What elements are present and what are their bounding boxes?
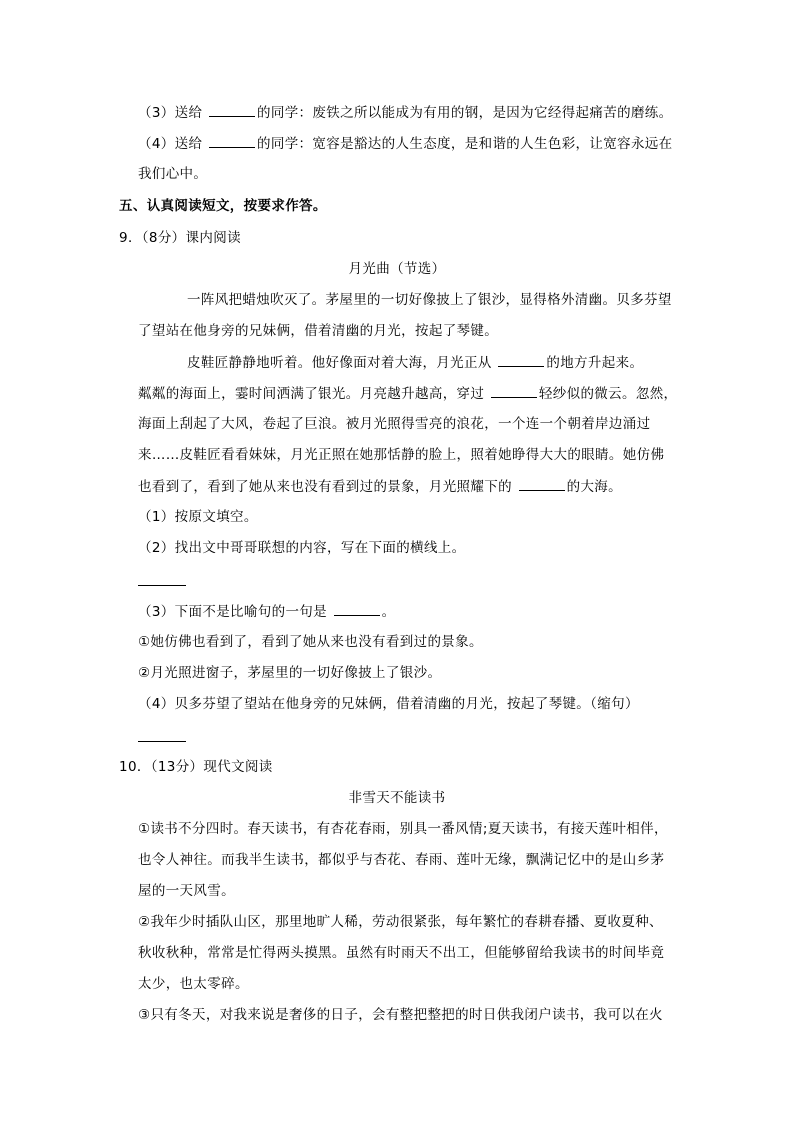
answer-blank[interactable] (209, 102, 255, 117)
q10-p2-line1: ②我年少时插队山区，那里地旷人稀，劳动很紧张，每年繁忙的春耕春播、夏收夏种、 (138, 914, 663, 930)
item4-continuation: 我们心中。 (138, 166, 208, 182)
q9-sub3 (138, 601, 396, 622)
item4-line (138, 133, 673, 154)
q9-p2-line5-post: 的大海。 (566, 479, 623, 495)
q9-p2-line2 (138, 383, 677, 404)
q10-p1-line2: 也令人神往。而我半生读书，都似乎与杏花、春雨、莲叶无缘，飘满记忆中的是山乡茅 (138, 852, 665, 868)
answer-blank[interactable] (498, 352, 544, 367)
q9-p2-line1-pre: 皮鞋匠静静地听着。他好像面对着大海，月光正从 (187, 355, 492, 371)
item4-post: 的同学：宽容是豁达的人生态度，是和谐的人生色彩，让宽容永远在 (257, 136, 673, 152)
q9-sub3-pre: （3）下面不是比喻句的一句是 (138, 604, 327, 620)
q10-p2-line3: 太少，也太零碎。 (138, 976, 249, 992)
q9-p2-line2-post: 轻纱似的微云。忽然， (538, 386, 678, 402)
item4-pre: （4）送给 (138, 136, 203, 152)
q9-p2-line5 (138, 476, 622, 497)
q10-p3-line1: ③只有冬天，对我来说是奢侈的日子，会有整把整把的时日供我闭户读书，我可以在火 (138, 1007, 663, 1023)
q9-p2-line2-pre: 粼粼的海面上，霎时间洒满了银光。月亮越升越高，穿过 (138, 386, 485, 402)
answer-blank[interactable] (519, 476, 565, 491)
q9-sub4: （4）贝多芬望了望站在他身旁的兄妹俩，借着清幽的月光，按起了琴键。（缩句） (138, 696, 639, 712)
q9-p2-line1 (187, 352, 643, 373)
answer-blank[interactable] (209, 133, 255, 148)
q9-option1: ①她仿佛也看到了，看到了她从来也没有看到过的景象。 (138, 634, 483, 650)
q10-header: 10．（13分）现代文阅读 (119, 759, 273, 775)
answer-line[interactable] (138, 585, 186, 586)
q9-p2-line5-pre: 也看到了，看到了她从来也没有看到过的景象，月光照耀下的 (138, 479, 512, 495)
answer-line[interactable] (138, 741, 186, 742)
section5-heading: 五、认真阅读短文，按要求作答。 (119, 198, 327, 214)
item3-pre: （3）送给 (138, 105, 203, 121)
q9-option2: ②月光照进窗子，茅屋里的一切好像披上了银沙。 (138, 665, 442, 681)
q9-p2-line4: 来……皮鞋匠看看妹妹，月光正照在她那恬静的脸上，照着她睁得大大的眼睛。她仿佛 (138, 447, 665, 463)
q9-sub1: （1）按原文填空。 (138, 509, 258, 525)
q9-passage-title: 月光曲（节选） (348, 261, 446, 277)
q9-header: 9．（8分）课内阅读 (119, 230, 241, 246)
q9-sub3-post: 。 (381, 604, 396, 620)
q10-p2-line2: 秋收秋种，常常是忙得两头摸黑。虽然有时雨天不出工，但能够留给我读书的时间毕竟 (138, 945, 665, 961)
q9-p2-line1-post: 的地方升起来。 (546, 355, 644, 371)
item3-post: 的同学：废铁之所以能成为有用的钢，是因为它经得起痛苦的磨练。 (257, 105, 673, 121)
q10-p1-line1: ①读书不分四时。春天读书，有杏花春雨，别具一番风情;夏天读书，有接天莲叶相伴， (138, 821, 668, 837)
answer-blank[interactable] (334, 601, 380, 616)
q10-p1-line3: 屋的一天风雪。 (138, 883, 235, 899)
answer-blank[interactable] (491, 383, 537, 398)
q9-p1-line1: 一阵风把蜡烛吹灭了。茅屋里的一切好像披上了银沙，显得格外清幽。贝多芬望 (187, 292, 672, 308)
q9-p2-line3: 海面上刮起了大风，卷起了巨浪。被月光照得雪亮的浪花，一个连一个朝着岸边涌过 (138, 416, 651, 432)
item3-line (138, 102, 673, 123)
q10-passage-title: 非雪天不能读书 (348, 790, 446, 806)
q9-sub2: （2）找出文中哥哥联想的内容，写在下面的横线上。 (138, 540, 466, 556)
q9-p1-line2: 了望站在他身旁的兄妹俩，借着清幽的月光，按起了琴键。 (138, 323, 499, 339)
